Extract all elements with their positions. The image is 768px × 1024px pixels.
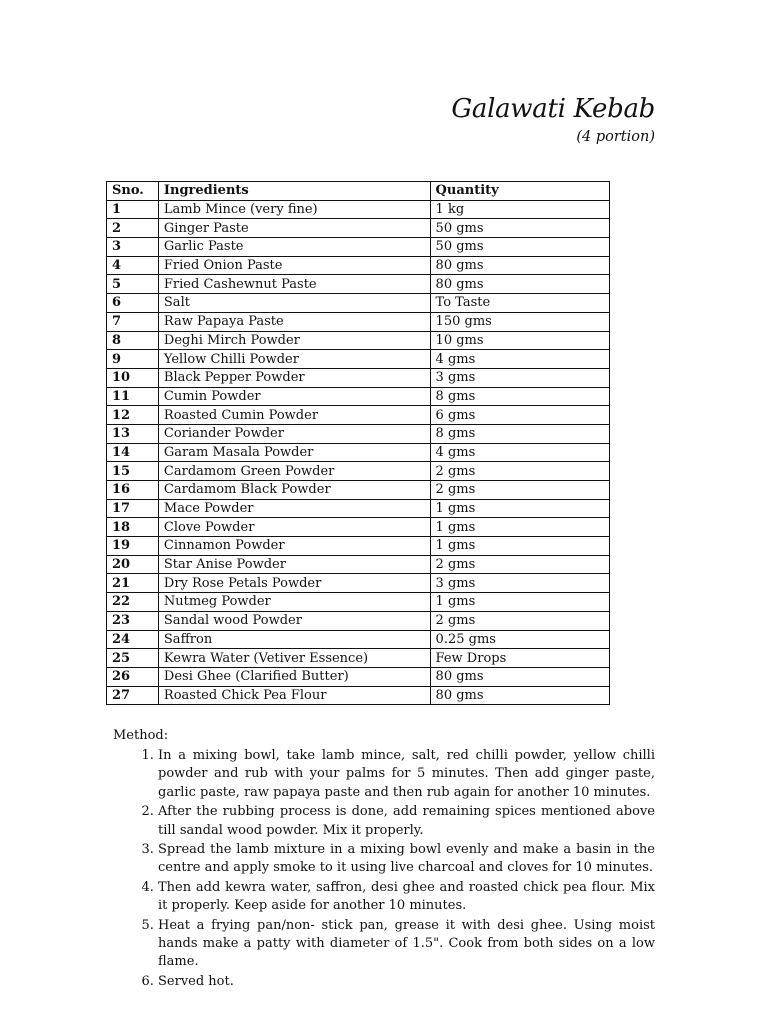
sno-cell: 21 <box>107 574 159 593</box>
ingredient-cell: Roasted Cumin Powder <box>158 406 430 425</box>
table-row <box>107 499 610 518</box>
sno-cell: 19 <box>107 537 159 556</box>
quantity-cell: 2 gms <box>430 462 609 481</box>
quantity-cell: 1 kg <box>430 200 609 219</box>
ingredient-cell: Deghi Mirch Powder <box>158 331 430 350</box>
table-row <box>107 462 610 481</box>
quantity-cell: 3 gms <box>430 368 609 387</box>
table-row <box>107 443 610 462</box>
quantity-cell: 8 gms <box>430 424 609 443</box>
ingredient-rows <box>107 200 610 705</box>
quantity-cell: 80 gms <box>430 667 609 686</box>
table-row <box>107 406 610 425</box>
ingredient-cell: Yellow Chilli Powder <box>158 350 430 369</box>
sno-cell: 9 <box>107 350 159 369</box>
ingredient-cell: Garam Masala Powder <box>158 443 430 462</box>
ingredient-cell: Saffron <box>158 630 430 649</box>
ingredient-cell: Nutmeg Powder <box>158 593 430 612</box>
table-row <box>107 481 610 500</box>
quantity-cell: 2 gms <box>430 611 609 630</box>
quantity-cell: 6 gms <box>430 406 609 425</box>
quantity-cell: 1 gms <box>430 537 609 556</box>
method-steps <box>113 747 655 991</box>
table-row <box>107 294 610 313</box>
table-row <box>107 593 610 612</box>
sno-cell: 3 <box>107 238 159 257</box>
quantity-cell: 2 gms <box>430 555 609 574</box>
sno-cell: 27 <box>107 686 159 705</box>
header-quantity: Quantity <box>430 182 609 201</box>
quantity-cell: 10 gms <box>430 331 609 350</box>
ingredient-cell: Mace Powder <box>158 499 430 518</box>
ingredient-cell: Fried Onion Paste <box>158 256 430 275</box>
quantity-cell: 1 gms <box>430 499 609 518</box>
ingredient-cell: Coriander Powder <box>158 424 430 443</box>
table-row <box>107 238 610 257</box>
ingredient-cell: Garlic Paste <box>158 238 430 257</box>
method-step: 4. Then add kewra water, saffron, desi ghee and roasted chick pea flour. Mix it properly. Keep aside for another 10 minutes. <box>158 879 655 915</box>
ingredient-cell: Desi Ghee (Clarified Butter) <box>158 667 430 686</box>
quantity-cell: 2 gms <box>430 481 609 500</box>
ingredient-cell: Sandal wood Powder <box>158 611 430 630</box>
table-row <box>107 387 610 406</box>
ingredient-cell: Fried Cashewnut Paste <box>158 275 430 294</box>
table-row <box>107 649 610 668</box>
sno-cell: 11 <box>107 387 159 406</box>
sno-cell: 22 <box>107 593 159 612</box>
quantity-cell: 1 gms <box>430 593 609 612</box>
sno-cell: 7 <box>107 312 159 331</box>
sno-cell: 15 <box>107 462 159 481</box>
quantity-cell: To Taste <box>430 294 609 313</box>
sno-cell: 1 <box>107 200 159 219</box>
quantity-cell: Few Drops <box>430 649 609 668</box>
ingredient-cell: Dry Rose Petals Powder <box>158 574 430 593</box>
quantity-cell: 150 gms <box>430 312 609 331</box>
method-step: 6. Served hot. <box>158 973 655 991</box>
method-step: 3. Spread the lamb mixture in a mixing bowl evenly and make a basin in the centre and apply smoke to it using live charcoal and cloves for 10 minutes. <box>158 841 655 877</box>
table-row <box>107 424 610 443</box>
method-step: 5. Heat a frying pan/non- stick pan, grease it with desi ghee. Using moist hands make a patty with diameter of 1.5". Cook from both sides on a low flame. <box>158 917 655 972</box>
sno-cell: 23 <box>107 611 159 630</box>
table-row <box>107 630 610 649</box>
quantity-cell: 1 gms <box>430 518 609 537</box>
quantity-cell: 4 gms <box>430 350 609 369</box>
ingredient-cell: Lamb Mince (very fine) <box>158 200 430 219</box>
ingredients-table <box>106 181 610 705</box>
method-step: 2. After the rubbing process is done, add remaining spices mentioned above till sandal wood powder. Mix it properly. <box>158 803 655 839</box>
ingredient-cell: Cardamom Black Powder <box>158 481 430 500</box>
ingredient-cell: Cumin Powder <box>158 387 430 406</box>
header-sno: Sno. <box>107 182 159 201</box>
sno-cell: 12 <box>107 406 159 425</box>
ingredient-cell: Star Anise Powder <box>158 555 430 574</box>
table-row <box>107 518 610 537</box>
sno-cell: 26 <box>107 667 159 686</box>
table-row <box>107 537 610 556</box>
table-row <box>107 256 610 275</box>
sno-cell: 14 <box>107 443 159 462</box>
quantity-cell: 80 gms <box>430 275 609 294</box>
sno-cell: 6 <box>107 294 159 313</box>
sno-cell: 13 <box>107 424 159 443</box>
table-row <box>107 667 610 686</box>
quantity-cell: 8 gms <box>430 387 609 406</box>
table-row <box>107 200 610 219</box>
table-row <box>107 350 610 369</box>
ingredient-cell: Cardamom Green Powder <box>158 462 430 481</box>
table-row <box>107 312 610 331</box>
ingredient-cell: Kewra Water (Vetiver Essence) <box>158 649 430 668</box>
recipe-title: Galawati Kebab <box>451 94 655 124</box>
sno-cell: 2 <box>107 219 159 238</box>
sno-cell: 8 <box>107 331 159 350</box>
table-row <box>107 555 610 574</box>
quantity-cell: 4 gms <box>430 443 609 462</box>
quantity-cell: 0.25 gms <box>430 630 609 649</box>
table-row <box>107 611 610 630</box>
ingredient-cell: Clove Powder <box>158 518 430 537</box>
sno-cell: 5 <box>107 275 159 294</box>
header-ingredients: Ingredients <box>158 182 430 201</box>
quantity-cell: 50 gms <box>430 219 609 238</box>
sno-cell: 10 <box>107 368 159 387</box>
table-row <box>107 686 610 705</box>
sno-cell: 17 <box>107 499 159 518</box>
table-row <box>107 368 610 387</box>
sno-cell: 20 <box>107 555 159 574</box>
quantity-cell: 50 gms <box>430 238 609 257</box>
sno-cell: 25 <box>107 649 159 668</box>
ingredient-cell: Black Pepper Powder <box>158 368 430 387</box>
table-header-row <box>107 182 610 201</box>
ingredient-cell: Roasted Chick Pea Flour <box>158 686 430 705</box>
ingredient-cell: Cinnamon Powder <box>158 537 430 556</box>
sno-cell: 18 <box>107 518 159 537</box>
ingredient-cell: Salt <box>158 294 430 313</box>
table-row <box>107 331 610 350</box>
method-heading: Method: <box>113 728 169 743</box>
sno-cell: 24 <box>107 630 159 649</box>
table-row <box>107 574 610 593</box>
table-row <box>107 219 610 238</box>
quantity-cell: 80 gms <box>430 686 609 705</box>
sno-cell: 16 <box>107 481 159 500</box>
quantity-cell: 80 gms <box>430 256 609 275</box>
recipe-portion: (4 portion) <box>576 129 655 145</box>
sno-cell: 4 <box>107 256 159 275</box>
method-section <box>113 727 655 993</box>
quantity-cell: 3 gms <box>430 574 609 593</box>
table-row <box>107 275 610 294</box>
method-step: 1. In a mixing bowl, take lamb mince, salt, red chilli powder, yellow chilli powder and rub with your palms for 5 minutes. Then add ginger paste, garlic paste, raw papaya paste and then rub again for another 10 minutes. <box>158 747 655 802</box>
ingredient-cell: Ginger Paste <box>158 219 430 238</box>
ingredient-cell: Raw Papaya Paste <box>158 312 430 331</box>
